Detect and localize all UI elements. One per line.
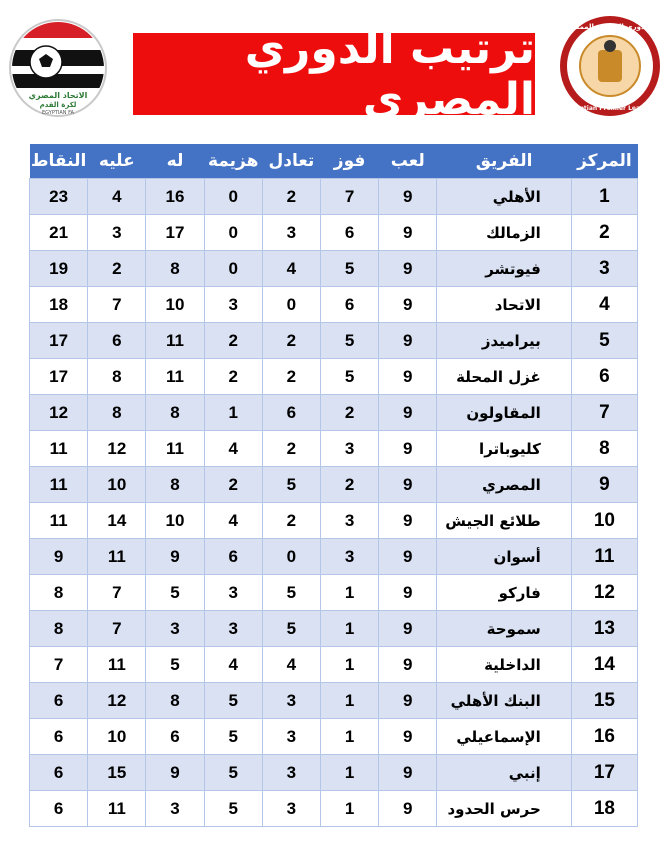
lost-cell: 2 (204, 467, 262, 503)
won-cell: 6 (320, 287, 378, 323)
lost-cell: 0 (204, 251, 262, 287)
drawn-cell: 3 (262, 215, 320, 251)
table-row (30, 215, 638, 251)
goals-against-cell: 7 (88, 611, 146, 647)
position-cell: 10 (571, 503, 637, 539)
won-cell: 3 (320, 431, 378, 467)
team-name-cell: الزمالك (437, 215, 571, 251)
drawn-cell: 5 (262, 575, 320, 611)
points-cell: 6 (30, 719, 88, 755)
played-cell: 9 (379, 215, 437, 251)
goals-for-cell: 11 (146, 323, 204, 359)
lost-cell: 4 (204, 431, 262, 467)
lost-cell: 6 (204, 539, 262, 575)
position-cell: 7 (571, 395, 637, 431)
won-cell: 5 (320, 323, 378, 359)
goals-for-cell: 9 (146, 755, 204, 791)
played-cell: 9 (379, 179, 437, 215)
goals-against-cell: 8 (88, 395, 146, 431)
goals-against-cell: 4 (88, 179, 146, 215)
goals-against-cell: 10 (88, 467, 146, 503)
won-cell: 1 (320, 647, 378, 683)
points-cell: 12 (30, 395, 88, 431)
points-cell: 6 (30, 755, 88, 791)
goals-for-cell: 5 (146, 647, 204, 683)
header-points: النقاط (30, 144, 88, 179)
points-cell: 8 (30, 611, 88, 647)
won-cell: 3 (320, 539, 378, 575)
won-cell: 7 (320, 179, 378, 215)
table-row (30, 359, 638, 395)
table-row (30, 467, 638, 503)
table-header-row (30, 144, 638, 179)
played-cell: 9 (379, 503, 437, 539)
points-cell: 11 (30, 431, 88, 467)
goals-for-cell: 16 (146, 179, 204, 215)
team-name-cell: الداخلية (437, 647, 571, 683)
team-name-cell: البنك الأهلي (437, 683, 571, 719)
won-cell: 2 (320, 467, 378, 503)
page-title: ترتيب الدوري المصري (244, 23, 535, 125)
position-cell: 15 (571, 683, 637, 719)
drawn-cell: 4 (262, 647, 320, 683)
played-cell: 9 (379, 791, 437, 827)
header-goals-against: عليه (88, 144, 146, 179)
played-cell: 9 (379, 539, 437, 575)
points-cell: 18 (30, 287, 88, 323)
goals-for-cell: 10 (146, 287, 204, 323)
points-cell: 9 (30, 539, 88, 575)
points-cell: 17 (30, 359, 88, 395)
position-cell: 8 (571, 431, 637, 467)
goals-against-cell: 6 (88, 323, 146, 359)
position-cell: 4 (571, 287, 637, 323)
standings-body (30, 179, 638, 827)
lost-cell: 5 (204, 791, 262, 827)
position-cell: 3 (571, 251, 637, 287)
header-goals-for: له (146, 144, 204, 179)
table-row (30, 395, 638, 431)
header-drawn: تعادل (262, 144, 320, 179)
played-cell: 9 (379, 467, 437, 503)
header-played: لعب (379, 144, 437, 179)
goals-against-cell: 14 (88, 503, 146, 539)
drawn-cell: 5 (262, 611, 320, 647)
table-row (30, 539, 638, 575)
position-cell: 16 (571, 719, 637, 755)
team-name-cell: أسوان (437, 539, 571, 575)
team-name-cell: حرس الحدود (437, 791, 571, 827)
team-name-cell: المصري (437, 467, 571, 503)
goals-for-cell: 10 (146, 503, 204, 539)
played-cell: 9 (379, 755, 437, 791)
position-cell: 5 (571, 323, 637, 359)
table-row (30, 575, 638, 611)
played-cell: 9 (379, 359, 437, 395)
epl-logo-text-ar: الدوري المصري الممتاز (569, 23, 651, 31)
goals-against-cell: 11 (88, 539, 146, 575)
drawn-cell: 2 (262, 431, 320, 467)
goals-for-cell: 8 (146, 251, 204, 287)
points-cell: 23 (30, 179, 88, 215)
played-cell: 9 (379, 647, 437, 683)
won-cell: 5 (320, 359, 378, 395)
team-name-cell: فاركو (437, 575, 571, 611)
lost-cell: 2 (204, 323, 262, 359)
goals-against-cell: 8 (88, 359, 146, 395)
played-cell: 9 (379, 395, 437, 431)
played-cell: 9 (379, 323, 437, 359)
team-name-cell: كليوباترا (437, 431, 571, 467)
drawn-cell: 0 (262, 287, 320, 323)
goals-against-cell: 15 (88, 755, 146, 791)
won-cell: 1 (320, 575, 378, 611)
drawn-cell: 3 (262, 719, 320, 755)
goals-against-cell: 10 (88, 719, 146, 755)
points-cell: 8 (30, 575, 88, 611)
goals-for-cell: 3 (146, 611, 204, 647)
efa-logo-text-ar-2: لكرة القدم (39, 101, 77, 109)
lost-cell: 5 (204, 683, 262, 719)
won-cell: 1 (320, 791, 378, 827)
position-cell: 12 (571, 575, 637, 611)
played-cell: 9 (379, 287, 437, 323)
lost-cell: 5 (204, 719, 262, 755)
lost-cell: 4 (204, 503, 262, 539)
points-cell: 11 (30, 467, 88, 503)
position-cell: 1 (571, 179, 637, 215)
table-row (30, 755, 638, 791)
points-cell: 7 (30, 647, 88, 683)
goals-for-cell: 8 (146, 467, 204, 503)
team-name-cell: فيوتشر (437, 251, 571, 287)
goals-for-cell: 11 (146, 359, 204, 395)
goals-for-cell: 5 (146, 575, 204, 611)
goals-for-cell: 11 (146, 431, 204, 467)
drawn-cell: 3 (262, 683, 320, 719)
table-row (30, 791, 638, 827)
table-row (30, 503, 638, 539)
lost-cell: 2 (204, 359, 262, 395)
position-cell: 13 (571, 611, 637, 647)
drawn-cell: 0 (262, 539, 320, 575)
won-cell: 3 (320, 503, 378, 539)
played-cell: 9 (379, 251, 437, 287)
played-cell: 9 (379, 683, 437, 719)
goals-for-cell: 9 (146, 539, 204, 575)
won-cell: 1 (320, 755, 378, 791)
lost-cell: 3 (204, 287, 262, 323)
table-row (30, 323, 638, 359)
goals-against-cell: 7 (88, 287, 146, 323)
goals-for-cell: 8 (146, 395, 204, 431)
efa-logo-text-en: EGYPTIAN FA (42, 110, 74, 116)
points-cell: 21 (30, 215, 88, 251)
team-name-cell: الاتحاد (437, 287, 571, 323)
team-name-cell: الإسماعيلي (437, 719, 571, 755)
goals-against-cell: 12 (88, 683, 146, 719)
drawn-cell: 3 (262, 791, 320, 827)
lost-cell: 5 (204, 755, 262, 791)
drawn-cell: 3 (262, 755, 320, 791)
won-cell: 6 (320, 215, 378, 251)
drawn-cell: 6 (262, 395, 320, 431)
goals-for-cell: 17 (146, 215, 204, 251)
won-cell: 1 (320, 683, 378, 719)
goals-against-cell: 11 (88, 647, 146, 683)
goals-against-cell: 2 (88, 251, 146, 287)
table-row (30, 611, 638, 647)
team-name-cell: المقاولون (437, 395, 571, 431)
lost-cell: 1 (204, 395, 262, 431)
team-name-cell: الأهلي (437, 179, 571, 215)
team-name-cell: غزل المحلة (437, 359, 571, 395)
table-row (30, 431, 638, 467)
efa-logo-text-ar-1: الاتحاد المصري (28, 91, 88, 100)
drawn-cell: 2 (262, 323, 320, 359)
table-row (30, 647, 638, 683)
team-name-cell: إنبي (437, 755, 571, 791)
header-team: الفريق (437, 144, 571, 179)
position-cell: 6 (571, 359, 637, 395)
goals-against-cell: 11 (88, 791, 146, 827)
lost-cell: 3 (204, 611, 262, 647)
played-cell: 9 (379, 719, 437, 755)
team-name-cell: بيراميدز (437, 323, 571, 359)
position-cell: 11 (571, 539, 637, 575)
played-cell: 9 (379, 611, 437, 647)
points-cell: 19 (30, 251, 88, 287)
team-name-cell: سموحة (437, 611, 571, 647)
drawn-cell: 4 (262, 251, 320, 287)
lost-cell: 0 (204, 179, 262, 215)
header-won: فوز (320, 144, 378, 179)
played-cell: 9 (379, 431, 437, 467)
table-row (30, 251, 638, 287)
points-cell: 6 (30, 683, 88, 719)
position-cell: 9 (571, 467, 637, 503)
position-cell: 2 (571, 215, 637, 251)
lost-cell: 4 (204, 647, 262, 683)
won-cell: 1 (320, 611, 378, 647)
drawn-cell: 2 (262, 503, 320, 539)
played-cell: 9 (379, 575, 437, 611)
title-banner (133, 23, 535, 125)
drawn-cell: 5 (262, 467, 320, 503)
won-cell: 5 (320, 251, 378, 287)
team-name-cell: طلائع الجيش (437, 503, 571, 539)
position-cell: 17 (571, 755, 637, 791)
position-cell: 14 (571, 647, 637, 683)
table-row (30, 719, 638, 755)
egyptian-premier-league-logo (558, 14, 662, 118)
points-cell: 17 (30, 323, 88, 359)
egyptian-fa-logo (8, 18, 108, 118)
header-position: المركز (571, 144, 637, 179)
standings-table (29, 144, 638, 827)
points-cell: 6 (30, 791, 88, 827)
table-row (30, 179, 638, 215)
goals-for-cell: 3 (146, 791, 204, 827)
goals-against-cell: 7 (88, 575, 146, 611)
goals-for-cell: 6 (146, 719, 204, 755)
position-cell: 18 (571, 791, 637, 827)
epl-logo-text-en: Egyptian Premier League (567, 105, 653, 112)
lost-cell: 0 (204, 215, 262, 251)
won-cell: 1 (320, 719, 378, 755)
won-cell: 2 (320, 395, 378, 431)
goals-against-cell: 12 (88, 431, 146, 467)
goals-for-cell: 8 (146, 683, 204, 719)
table-row (30, 683, 638, 719)
drawn-cell: 2 (262, 359, 320, 395)
table-row (30, 287, 638, 323)
header-lost: هزيمة (204, 144, 262, 179)
goals-against-cell: 3 (88, 215, 146, 251)
points-cell: 11 (30, 503, 88, 539)
lost-cell: 3 (204, 575, 262, 611)
drawn-cell: 2 (262, 179, 320, 215)
